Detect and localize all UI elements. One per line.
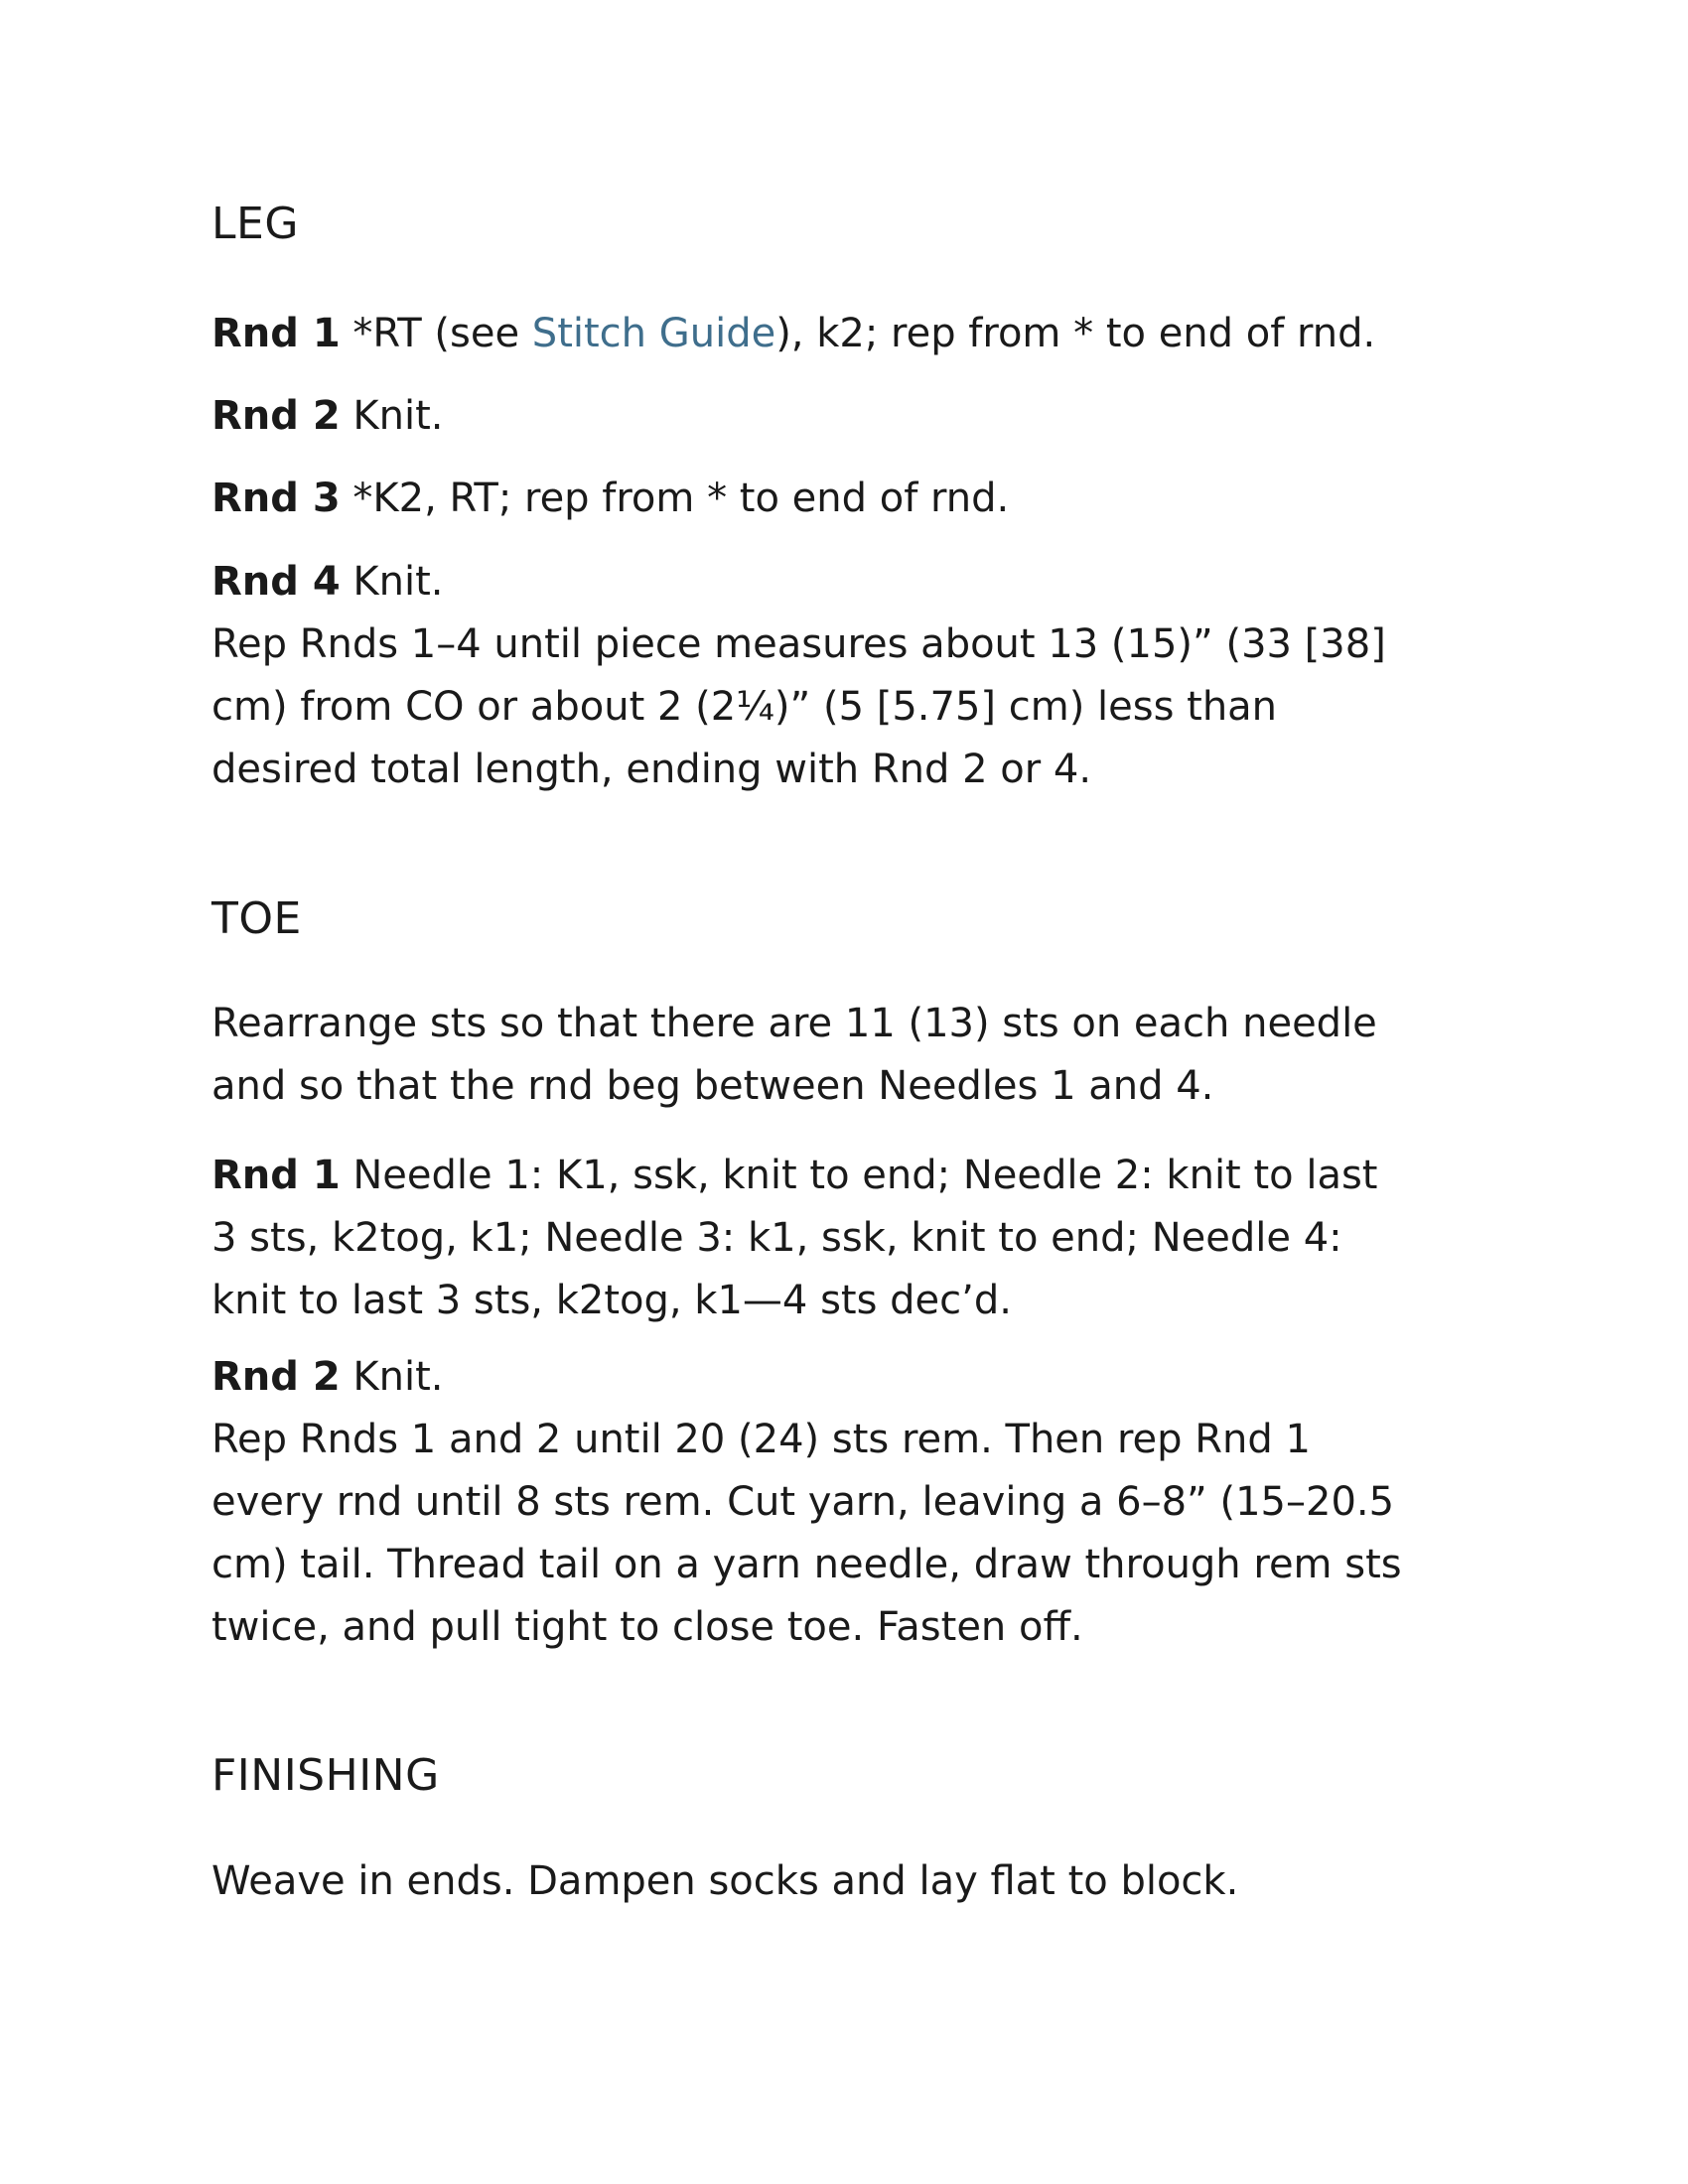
leg-round-2 [211, 385, 443, 448]
leg-round-1-text-start: *RT (see [340, 311, 532, 356]
toe-repeat-line: Rep Rnds 1 and 2 until 20 (24) sts rem. Then rep Rnd 1 [211, 1417, 1311, 1462]
toe-round-1-line: 3 sts, k2tog, k1; Needle 3: k1, ssk, knit to end; Needle 4: [211, 1215, 1342, 1261]
leg-repeat-line: Rep Rnds 1–4 until piece measures about 13 (15)” (33 [38] [211, 621, 1386, 667]
toe-round-1-block [211, 1145, 1377, 1332]
leg-round-3 [211, 468, 1009, 530]
leg-heading: LEG [211, 199, 299, 249]
toe-intro-line: and so that the rnd beg between Needles 1 and 4. [211, 1063, 1214, 1109]
leg-round-3-label: Rnd 3 [211, 476, 341, 521]
toe-round-1-line: knit to last 3 sts, k2tog, k1—4 sts dec’d. [211, 1278, 1012, 1323]
toe-round-1-label: Rnd 1 [211, 1153, 341, 1198]
leg-round-4-label: Rnd 4 [211, 559, 341, 605]
toe-heading: TOE [211, 893, 302, 944]
toe-repeat-line: every rnd until 8 sts rem. Cut yarn, leaving a 6–8” (15–20.5 [211, 1479, 1395, 1525]
finishing-text: Weave in ends. Dampen socks and lay flat to block. [211, 1858, 1239, 1904]
leg-round-1-label: Rnd 1 [211, 311, 341, 356]
toe-round-1-text: Needle 1: K1, ssk, knit to end; Needle 2: knit to last [340, 1153, 1378, 1198]
leg-repeat-line: cm) from CO or about 2 (2¹⁄₄)” (5 [5.75] cm) less than [211, 684, 1278, 730]
toe-intro [211, 993, 1377, 1118]
leg-repeat-line: desired total length, ending with Rnd 2 or 4. [211, 747, 1092, 792]
leg-round-4-block [211, 551, 1386, 801]
toe-round-2-label: Rnd 2 [211, 1354, 341, 1400]
finishing-heading: FINISHING [211, 1750, 440, 1801]
stitch-guide-link[interactable]: Stitch Guide [531, 311, 776, 356]
toe-round-1 [211, 1145, 1377, 1207]
toe-round-2 [211, 1346, 1402, 1409]
leg-round-4-text: Knit. [340, 559, 444, 605]
toe-intro-line: Rearrange sts so that there are 11 (13) sts on each needle [211, 1001, 1377, 1046]
toe-repeat-line: cm) tail. Thread tail on a yarn needle, draw through rem sts [211, 1542, 1402, 1587]
toe-round-2-text: Knit. [340, 1354, 444, 1400]
leg-round-2-label: Rnd 2 [211, 393, 341, 439]
leg-round-2-text: Knit. [340, 393, 444, 439]
leg-round-4 [211, 551, 1386, 614]
toe-round-2-block [211, 1346, 1402, 1659]
toe-repeat-line: twice, and pull tight to close toe. Fasten off. [211, 1604, 1083, 1650]
leg-round-3-text: *K2, RT; rep from * to end of rnd. [340, 476, 1010, 521]
leg-round-1 [211, 303, 1375, 365]
leg-round-1-text-end: ), k2; rep from * to end of rnd. [775, 311, 1376, 356]
